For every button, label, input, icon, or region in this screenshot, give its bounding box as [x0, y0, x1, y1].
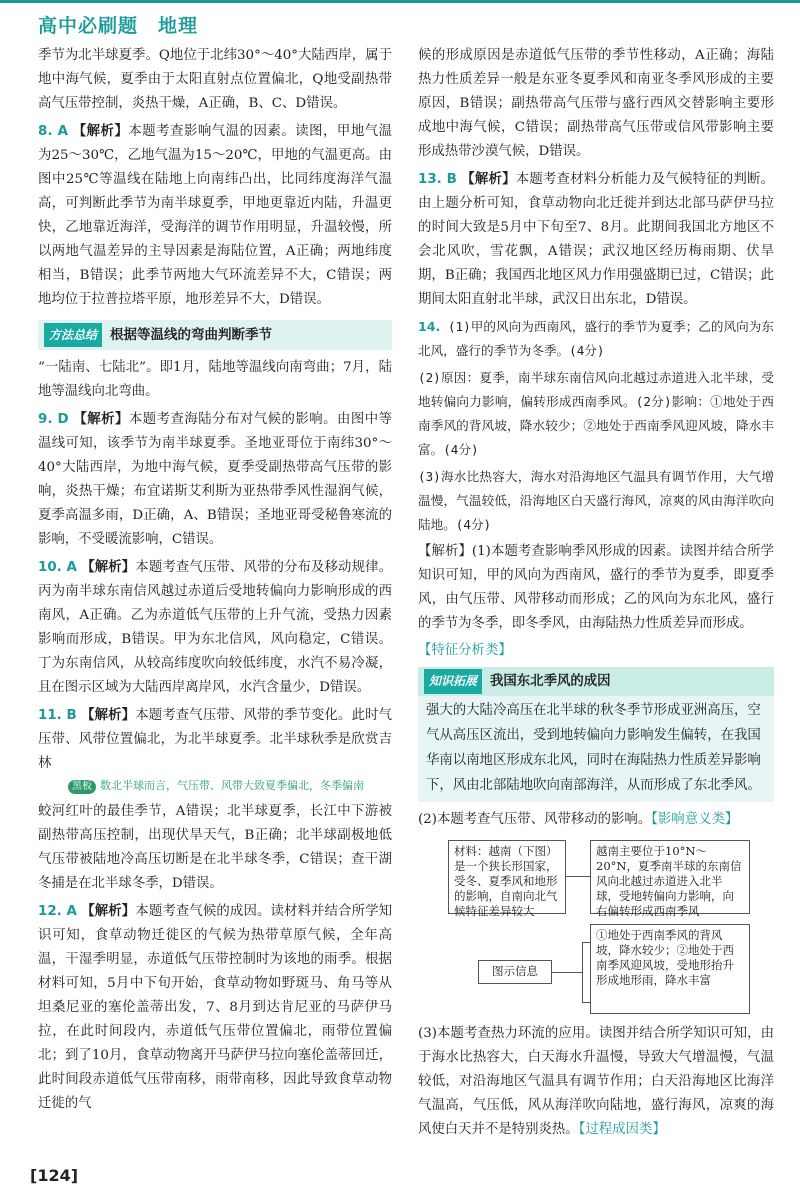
answer-8-text: 本题考查影响气温的因素。读图，甲地气温为25～30℃，乙地气温为15～20℃，甲地的气温更高。由图中25℃等温线在陆地上向南纬凸出，比同纬度海洋气温高，可判断此季节为南半球夏季，甲地更靠近内陆，升温更快，乙地靠近海洋，受海洋的调节作用明显，升温较慢，所以两地气温差异的主导因素是海陆位置，A正确；两地纬度相当，B错误；此季节两地大气环流差异不大，C错误；两地均位于拉普拉塔平原，地形差异不大，D错误。	[38, 124, 393, 307]
knowledge-text: 强大的大陆冷高压在北半球的秋冬季节形成亚洲高压，空气从高压区流出，受到地转偏向力影响发生偏转，在我国华南以南地区形成东北风，同时在海陆热力性质差异影响下，风由北部陆地吹向南部海洋，从而形成了东北季风。	[426, 703, 761, 793]
answer-14-analysis: 【解析】(1)本题考查影响季风形成的因素。读图并结合所学知识可知，甲的风向为西南风，盛行的季节为夏季，即夏季风，由气压带、风带移动而形成；乙的风向为东北风，盛行的季节为冬季，即冬季风，由海陆热力性质差异而形成。	[418, 544, 774, 631]
diagram-info-box: 图示信息	[478, 960, 552, 984]
answer-9	[38, 407, 392, 552]
analysis-3-text: (3)本题考查热力环流的应用。读图并结合所学知识可知，由于海水比热容大，白天海水升温慢，导致大气增温慢，气温较低，对沿海地区气温具有调节作用；白天沿海地区比海洋气温高，气压低，风从海洋吹向陆地，盛行海风，凉爽的海风使白天并不是特别炎热。	[418, 1026, 774, 1137]
answer-13	[418, 167, 774, 312]
answer-10-text: 本题考查气压带、风带的分布及移动规律。丙为南半球东南信风越过赤道后受地转偏向力影响形成的西南风，A正确。乙为赤道低气压带的上升气流，受热力因素影响而形成，B错误。甲为东北信风，风向稳定，C错误。丁为东南信风，从较高纬度吹向较低纬度，水汽不易冷凝，且在图示区域为大陆西岸离岸风，水汽含量少，D错误。	[38, 560, 392, 695]
tag-feature-analysis: 【特征分析类】	[418, 643, 512, 658]
answer-14-part2: (2)原因：夏季，南半球东南信风向北越过赤道进入北半球，受地转偏向力影响，偏转形成西南季风。(2分)影响：①地处于西南季风的背风坡，降水较少；②地处于西南季风迎风坡，降水丰富。(4分)	[418, 370, 774, 457]
answer-11-text: 本题考查气压带、风带的季节变化。此时气压带、风带位置偏北，为北半球夏季。北半球秋季是欣赏吉林	[38, 708, 393, 771]
diagram-arrow-1	[566, 876, 590, 877]
answer-10-label: 【解析】	[81, 559, 136, 575]
diagram-arrow-2	[552, 972, 582, 973]
left-column	[38, 44, 392, 1119]
knowledge-badge: 知识拓展	[424, 669, 482, 694]
answer-8	[38, 119, 392, 312]
answer-9-label: 【解析】	[73, 411, 129, 427]
knowledge-header	[418, 667, 774, 696]
answer-9-text: 本题考查海陆分布对气候的影响。由图中等温线可知，该季节为南半球夏季。圣地亚哥位于南纬30°～40°大陆西岸，为地中海气候，夏季受副热带高气压带的影响，炎热干燥；布宜诺斯艾利斯为亚热带季风性湿润气候，夏季高温多雨，D正确，A、B错误；圣地亚哥受秘鲁寒流的影响，不受暖流影响，C错误。	[38, 412, 393, 547]
answer-11-number: 11. B	[38, 708, 77, 723]
answer-9-number: 9. D	[38, 412, 69, 427]
diagram-bracket	[582, 942, 583, 1002]
right-column	[418, 44, 774, 1145]
answer-11	[38, 703, 392, 776]
answer-10	[38, 555, 392, 700]
intro-paragraph: 季节为北半球夏季。Q地位于北纬30°～40°大陆西岸，属于地中海气候，夏季由于太阳直射点位置偏北，Q地受副热带高气压带控制，炎热干燥，A正确，B、C、D错误。	[38, 48, 392, 111]
answer-8-number: 8. A	[38, 124, 68, 139]
answer-13-text: 本题考查材料分析能力及气候特征的判断。由上题分析可知，食草动物向北迁徙并到达北部马萨伊马拉的时间大致是5月中下旬至7、8月。此期间我国北方地区不会北风吹，雪花飘，A错误；武汉地区经历梅雨期、伏旱期，B正确；我国西北地区风力作用强盛期已过，C错误；此期间太阳直射北半球，武汉日出东北，D错误。	[418, 172, 775, 307]
answer-14-number: 14.	[418, 319, 441, 334]
page-number-value: 124	[37, 1166, 71, 1185]
header-title: 高中必刷题 地理	[38, 15, 199, 37]
answer-11-label: 【解析】	[81, 707, 136, 723]
answer-12-continued: 候的形成原因是赤道低气压带的季节性移动，A正确；海陆热力性质差异一般是东亚冬夏季风和南亚冬季风形成的主要原因，B错误；副热带高气压带与盛行西风交替影响主要形成地中海气候，C错误；副热带高气压带或信风带影响主要形成热带沙漠气候，D错误。	[418, 48, 774, 159]
diagram-bracket-bottom	[582, 1002, 590, 1003]
diagram-right-box-1: 越南主要位于10°N～20°N，夏季南半球的东南信风向北越过赤道进入北半球，受地转偏向力影响，向右偏转形成西南季风	[590, 840, 750, 914]
method-text: “一陆南、七陆北”。即1月，陆地等温线向南弯曲；7月，陆地等温线向北弯曲。	[38, 360, 392, 399]
answer-12-label: 【解析】	[81, 903, 136, 919]
blackboard-note	[68, 779, 392, 794]
knowledge-title: 我国东北季风的成因	[490, 673, 611, 689]
method-title: 根据等温线的弯曲判断季节	[110, 327, 273, 343]
method-summary-bar	[38, 320, 392, 350]
method-badge: 方法总结	[44, 323, 102, 347]
answer-12-text: 本题考查气候的成因。读材料并结合所学知识可知，食草动物迁徙区的气候为热带草原气候，全年高温，干湿季明显，赤道低气压带控制时为该地的雨季。根据材料可知，5月中下旬开始，食草动物如野斑马、角马等从坦桑尼亚的塞伦盖蒂出发，7、8月到达肯尼亚的马萨伊马拉，在此时间段内，赤道低气压带位置偏北，雨带位置偏北；到了10月，食草动物离开马萨伊马拉向塞伦盖蒂回迁，此时间段赤道低气压带南移，雨带南移，因此导致食草动物迁徙的气	[38, 904, 392, 1111]
answer-14-analysis-3	[418, 1022, 774, 1142]
page-number: [124]	[30, 1166, 79, 1185]
answer-12-number: 12. A	[38, 904, 77, 919]
tag-process: 【过程成因类】	[578, 1122, 666, 1137]
diagram-material-box: 材料：越南（下图）是一个狭长形国家，受冬、夏季风和地形的影响，自南向北气候特征差异较大	[448, 840, 566, 914]
diagram-bracket-top	[582, 942, 590, 943]
analysis-diagram	[432, 836, 752, 1016]
diagram-right-box-2: ①地处于西南季风的背风坡，降水较少；②地处于西南季风迎风坡，受地形抬升形成地形雨，降水丰富	[590, 924, 750, 1014]
answer-13-label: 【解析】	[461, 171, 516, 187]
answer-13-number: 13. B	[418, 172, 457, 187]
answer-14-analysis-2	[418, 808, 774, 832]
blackboard-icon: 黑板	[68, 780, 96, 794]
analysis-2-text: (2)本题考查气压带、风带移动的影响。	[418, 812, 652, 827]
answer-14-part3: (3)海水比热容大，海水对沿海地区气温具有调节作用，大气增温慢，气温较低，沿海地区白天盛行海风，凉爽的风由海洋吹向陆地。(4分)	[418, 469, 774, 532]
answer-14-part1-text: (1)甲的风向为西南风，盛行的季节为夏季；乙的风向为东北风，盛行的季节为冬季。(4分)	[418, 319, 774, 358]
answer-12	[38, 899, 392, 1116]
answer-14-part1	[418, 315, 774, 363]
knowledge-box	[418, 667, 774, 802]
blackboard-note-text: 数北半球而言，气压带、风带大致夏季偏北，冬季偏南	[100, 779, 364, 792]
answer-10-number: 10. A	[38, 560, 77, 575]
tag-impact: 【影响意义类】	[651, 812, 739, 827]
answer-8-label: 【解析】	[72, 123, 129, 139]
page-header	[0, 0, 800, 42]
answer-11-continued: 蛟河红叶的最佳季节，A错误；北半球夏季，长江中下游被副热带高压控制，出现伏旱天气，B正确；北半球副极地低气压带被陆地冷高压切断是在北半球冬季，C错误；查干湖冬捕是在北半球冬季，D错误。	[38, 804, 392, 891]
